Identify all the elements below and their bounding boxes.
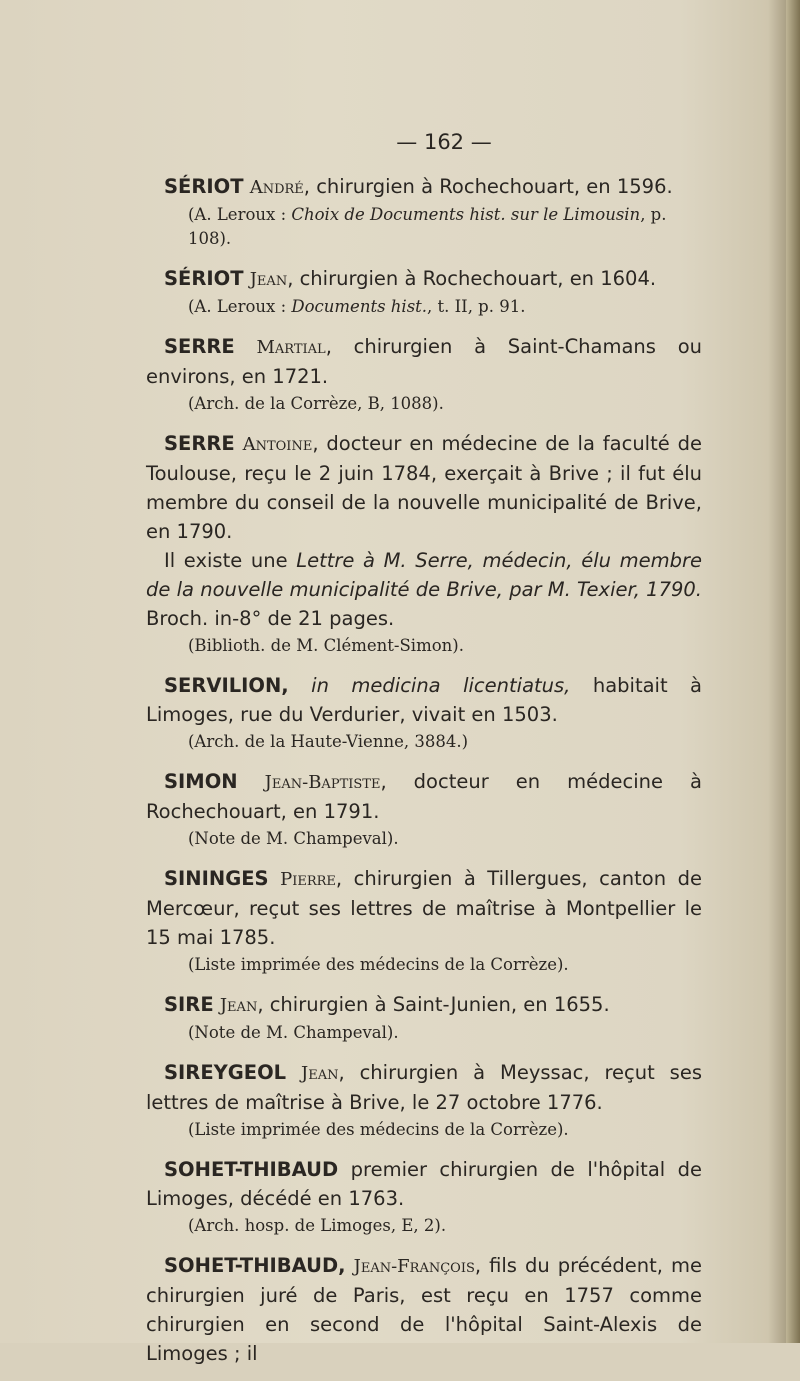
entry-simon (146, 767, 702, 851)
entry-name: SERRE (164, 432, 235, 455)
entry-given-name: André (249, 177, 304, 198)
entry-paragraph (146, 546, 702, 633)
page-number: — 162 — (396, 130, 492, 154)
source-text: (A. Leroux : (188, 205, 292, 224)
source-text: (A. Leroux : (188, 297, 292, 316)
source-text: (Liste imprimée des médecins de la Corrèze). (188, 1120, 569, 1139)
source-text: (Liste imprimée des médecins de la Corrèze). (188, 955, 569, 974)
source-ref: , t. II, p. 91. (427, 297, 526, 316)
source-text: (Arch. de la Corrèze, B, 1088). (188, 394, 444, 413)
entry-source (188, 1021, 702, 1045)
entry-name: SERVILION, (164, 674, 289, 697)
entry-sireygeol (146, 1058, 702, 1142)
entry-name: SÉRIOT (164, 267, 244, 290)
entry-source (188, 634, 702, 658)
entry-heading (146, 332, 702, 391)
entry-sohet-thibaud-jean-francois (146, 1251, 702, 1368)
entry-given-name: Antoine (242, 434, 313, 455)
entry-source (188, 203, 702, 251)
paragraph-text: Il existe une (164, 549, 297, 572)
entry-source (188, 392, 702, 416)
entry-latin-title: in medicina licentiatus, (311, 674, 571, 697)
entry-given-name: Jean (301, 1063, 339, 1084)
source-text: (Arch. de la Haute-Vienne, 3884.) (188, 732, 469, 751)
source-text: (Note de M. Champeval). (188, 829, 399, 848)
entry-heading (146, 429, 702, 546)
entry-source (188, 827, 702, 851)
entry-text: , chirurgien à Rochechouart, en 1596. (303, 175, 673, 198)
entry-text: , docteur en médecine à Rochechouart, en 1791. (146, 770, 702, 823)
entry-text: , docteur en médecine de la faculté de Toulouse, reçu le 2 juin 1784, exerçait à Brive ; il fut élu membre du conseil de la nouvelle municipalité de Brive, en 1790. (146, 432, 702, 543)
entry-text: , chirurgien à Meyssac, reçut ses lettres de maîtrise à Brive, le 27 octobre 1776. (146, 1061, 702, 1114)
entry-text: , chirurgien à Saint-Chamans ou environs, en 1721. (146, 335, 702, 388)
entry-name: SOHET-THIBAUD (164, 1158, 339, 1181)
paragraph-title: Lettre à M. Serre, médecin, élu membre de la nouvelle municipalité de Brive, par M. Texier, 1790. (146, 549, 702, 601)
entry-source (188, 1214, 702, 1238)
entry-servilion (146, 671, 702, 754)
entry-heading (146, 767, 702, 826)
entry-heading (146, 990, 702, 1020)
entry-name: SIMON (164, 770, 238, 793)
entry-name: SININGES (164, 867, 269, 890)
entry-serre-antoine (146, 429, 702, 658)
entry-text: habitait à Limoges, rue du Verdurier, vivait en 1503. (146, 674, 703, 726)
page-content (146, 130, 702, 1381)
entry-sohet-thibaud (146, 1155, 702, 1238)
entry-text: , chirurgien à Saint-Junien, en 1655. (257, 993, 610, 1016)
entry-sininges (146, 864, 702, 977)
entry-given-name: Pierre (280, 869, 336, 890)
entry-text: premier chirurgien de l'hôpital de Limoges, décédé en 1763. (146, 1158, 702, 1210)
entry-source (188, 730, 702, 754)
entry-name: SÉRIOT (164, 175, 244, 198)
source-ref: , p. 108). (188, 205, 667, 248)
entry-source (188, 953, 702, 977)
entry-heading (146, 1251, 702, 1368)
source-text: (Arch. hosp. de Limoges, E, 2). (188, 1216, 447, 1235)
source-text: (Biblioth. de M. Clément-Simon). (188, 636, 464, 655)
page-edge (786, 0, 800, 1343)
entry-given-name: Martial (256, 337, 326, 358)
entry-heading (146, 864, 702, 952)
source-text: (Note de M. Champeval). (188, 1023, 399, 1042)
entry-name: SERRE (164, 335, 235, 358)
entry-name: SIRE (164, 993, 214, 1016)
entry-source (188, 1118, 702, 1142)
entry-given-name: Jean-François (353, 1256, 475, 1277)
entry-given-name: Jean (219, 995, 258, 1016)
source-title: Choix de Documents hist. sur le Limousin (291, 205, 641, 224)
entry-heading (146, 172, 702, 202)
entry-seriot-jean (146, 264, 702, 319)
entry-seriot-andre (146, 172, 702, 251)
entry-heading (146, 1058, 702, 1117)
entry-text: , chirurgien à Rochechouart, en 1604. (287, 267, 657, 290)
entry-text: , chirurgien à Tillergues, canton de Mercœur, reçut ses lettres de maîtrise à Montpellier le 15 mai 1785. (146, 867, 702, 949)
entry-heading (146, 671, 702, 729)
entry-name: SOHET-THIBAUD, (164, 1254, 346, 1277)
entry-heading (146, 264, 702, 294)
entry-heading (146, 1155, 702, 1213)
entry-name: SIREYGEOL (164, 1061, 287, 1084)
entry-sire (146, 990, 702, 1045)
entry-given-name: Jean (249, 269, 288, 290)
entry-serre-martial (146, 332, 702, 416)
entry-source (188, 295, 702, 319)
paragraph-ref: Broch. in-8° de 21 pages. (146, 607, 395, 630)
entry-text: , fils du précédent, me chirurgien juré de Paris, est reçu en 1757 comme chirurgien en second de l'hôpital Saint-Alexis de Limoges ; il (146, 1254, 703, 1365)
entry-given-name: Jean-Baptiste (264, 772, 381, 793)
source-title: Documents hist. (291, 297, 428, 316)
